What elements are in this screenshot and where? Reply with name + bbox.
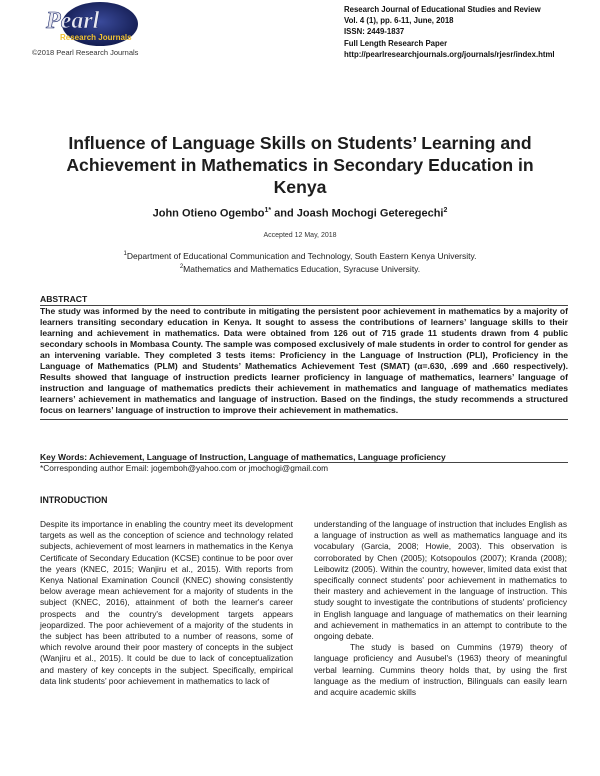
right-column (314, 519, 567, 698)
author-1: John Otieno Ogembo (152, 207, 265, 220)
abstract-heading: ABSTRACT (40, 294, 568, 306)
paper-type: Full Length Research Paper (344, 38, 448, 48)
journal-name: Research Journal of Educational Studies and Review (344, 5, 541, 14)
accepted-date: Accepted 12 May, 2018 (263, 232, 337, 239)
intro-paragraph-2: The study is based on Cummins (1979) theory of language proficiency and Ausubel's (1963) theory of meaningful verbal learning. Cummins theory holds that, by using the first language as the medium of instruction, Bilinguals can easily learn and acquire academic skills (314, 642, 567, 698)
introduction-heading: INTRODUCTION (40, 495, 108, 505)
author-joiner: and (271, 207, 297, 220)
copyright-notice: ©2018 Pearl Research Journals (32, 48, 139, 57)
keywords: Key Words: Achievement, Language of Instruction, Language of mathematics, Language proficiency (40, 452, 446, 462)
pearl-logo-text: Pearl (46, 8, 100, 34)
intro-paragraph-1-cont: understanding of the language of instruction that includes English as a language of instruction as well as mathematics language and its vocabulary (Garcia, 2008; Howie, 2003). This observation is corroborated by Chen (2005); Kotsopoulos (2007); Kranda (2008); Leibowitz (2005). Within the country, however, limited data exist that specifically connect students' poor achievement in mathematics to their mastery and achievement in the language of instruction. This study sought to investigate the contributions of students' proficiency in English language and language of mathematics on their learning and achievement in mathematics in an attempt to contribute to the ongoing debate. (314, 519, 567, 642)
affiliation-2-marker: 2 (179, 264, 184, 271)
author-1-marker: 1* (264, 207, 272, 214)
intro-paragraph-1: Despite its importance in enabling the country meet its development targets as well as the conception of science and technology related subjects, achievement of most learners in mathematics in the Kenya Certificate of Secondary Education (KCSE) continue to be poor over the years (KNEC, 2015; Wanjiru et al., 2015). With reports from Kenya National Examination Council (KNEC) showing consistently below average mean achievement for a majority of students in the subject (KNEC, 2016), attainment of both the learner's career prospects and the country's development targets appears jeopardized. The poor achievement of a majority of the students in the subject has been attributed to a number of reasons, some of which revolve around their poor mastery of concepts in the subject (Wanjiru et al., 2015). It could be due to lack of conceptualization and mastery of key concepts in the subject. Specifically, empirical data link students’ poor achievement in mathematics to lack of (40, 519, 293, 686)
journal-volume: Vol. 4 (1), pp. 6-11, June, 2018 (344, 16, 454, 26)
affiliation-2 (40, 262, 560, 275)
affiliation-1 (40, 249, 560, 262)
corresponding-author: *Corresponding author Email: jogemboh@yahoo.com or jmochogi@gmail.com (40, 462, 568, 474)
journal-issn: ISSN: 2449-1837 (344, 27, 405, 37)
affiliation-1-text: Department of Educational Communication and Technology, South Eastern Kenya University. (126, 250, 477, 261)
author-line (40, 207, 560, 220)
journal-url[interactable]: http://pearlresearchjournals.org/journals/rjesr/index.html (344, 49, 555, 59)
affiliation-2-text: Mathematics and Mathematics Education, Syracuse University. (183, 264, 421, 275)
abstract-text: The study was informed by the need to contribute in mitigating the persistent poor achievement in mathematics by a majority of learners transiting secondary education in Kenya. It sought to assess the contributions of learners’ language skills to their learning and achievement in mathematics. Data were obtained from 126 out of 715 grade 11 students drawn from 4 public secondary schools in Mombasa County. The sample was composed exclusively of male students in order to control for gender as an intervening variable. They completed 3 tests items: Proficiency in the Language of Instruction (PLI), Proficiency in the Language of Mathematics (PLM) and Students’ Mathematics Achievement Test (SMAT) (α=.630, .699 and .660 respectively). Results showed that language of instruction predicts learner proficiency in language of mathematics, learners’ language of instruction and language of mathematics predicts their achievement in mathematics and language of mathematics mediates learners’ achievement in mathematics and language of instruction. Based on the findings, the study recommends a structured focus on learners’ language of instruction to improve their achievement in mathematics. (40, 306, 568, 420)
journal-info (344, 4, 596, 60)
affiliations (40, 249, 560, 276)
affiliation-1-marker: 1 (123, 251, 127, 257)
author-2-marker: 2 (443, 207, 448, 214)
author-2: Joash Mochogi Geteregechi (296, 207, 444, 220)
pearl-logo-subtext: Research Journals (60, 33, 132, 42)
paper-title: Influence of Language Skills on Students’ Learning and Achievement in Mathematics in Secondary Education in Kenya (66, 133, 534, 197)
left-column (40, 519, 293, 687)
pearl-logo (40, 0, 158, 52)
